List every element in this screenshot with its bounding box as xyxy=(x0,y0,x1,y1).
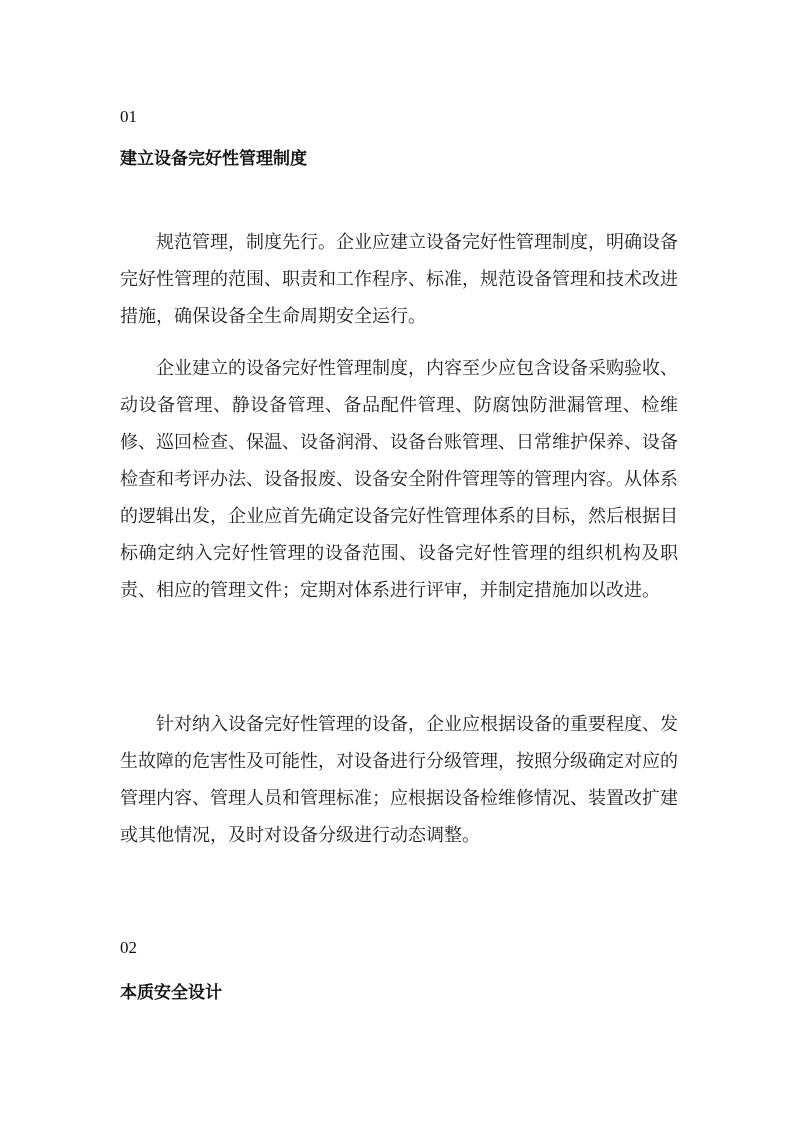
section-title: 建立设备完好性管理制度 xyxy=(120,149,307,169)
section-number: 02 xyxy=(120,938,137,957)
section-number: 01 xyxy=(120,107,137,126)
section-title: 本质安全设计 xyxy=(120,983,222,1003)
paragraph: 规范管理，制度先行。企业应建立设备完好性管理制度，明确设备完好性管理的范围、职责和工作程序、标准，规范设备管理和技术改进措施，确保设备全生命周期安全运行。 xyxy=(120,232,678,327)
paragraph: 企业建立的设备完好性管理制度，内容至少应包含设备采购验收、动设备管理、静设备管理、备品配件管理、防腐蚀防泄漏管理、检维修、巡回检查、保温、设备润滑、设备台账管理、日常维护保养、设备检查和考评办法、设备报废、设备安全附件管理等的管理内容。从体系的逻辑出发，企业应首先确定设备完好性管理体系的目标，然后根据目标确定纳入完好性管理的设备范围、设备完好性管理的组织机构及职责、相应的管理文件；定期对体系进行评审，并制定措施加以改进。 xyxy=(120,358,678,601)
paragraph: 针对纳入设备完好性管理的设备，企业应根据设备的重要程度、发生故障的危害性及可能性，对设备进行分级管理，按照分级确定对应的管理内容、管理人员和管理标准；应根据设备检维修情况、装置改扩建或其他情况，及时对设备分级进行动态调整。 xyxy=(120,714,678,846)
